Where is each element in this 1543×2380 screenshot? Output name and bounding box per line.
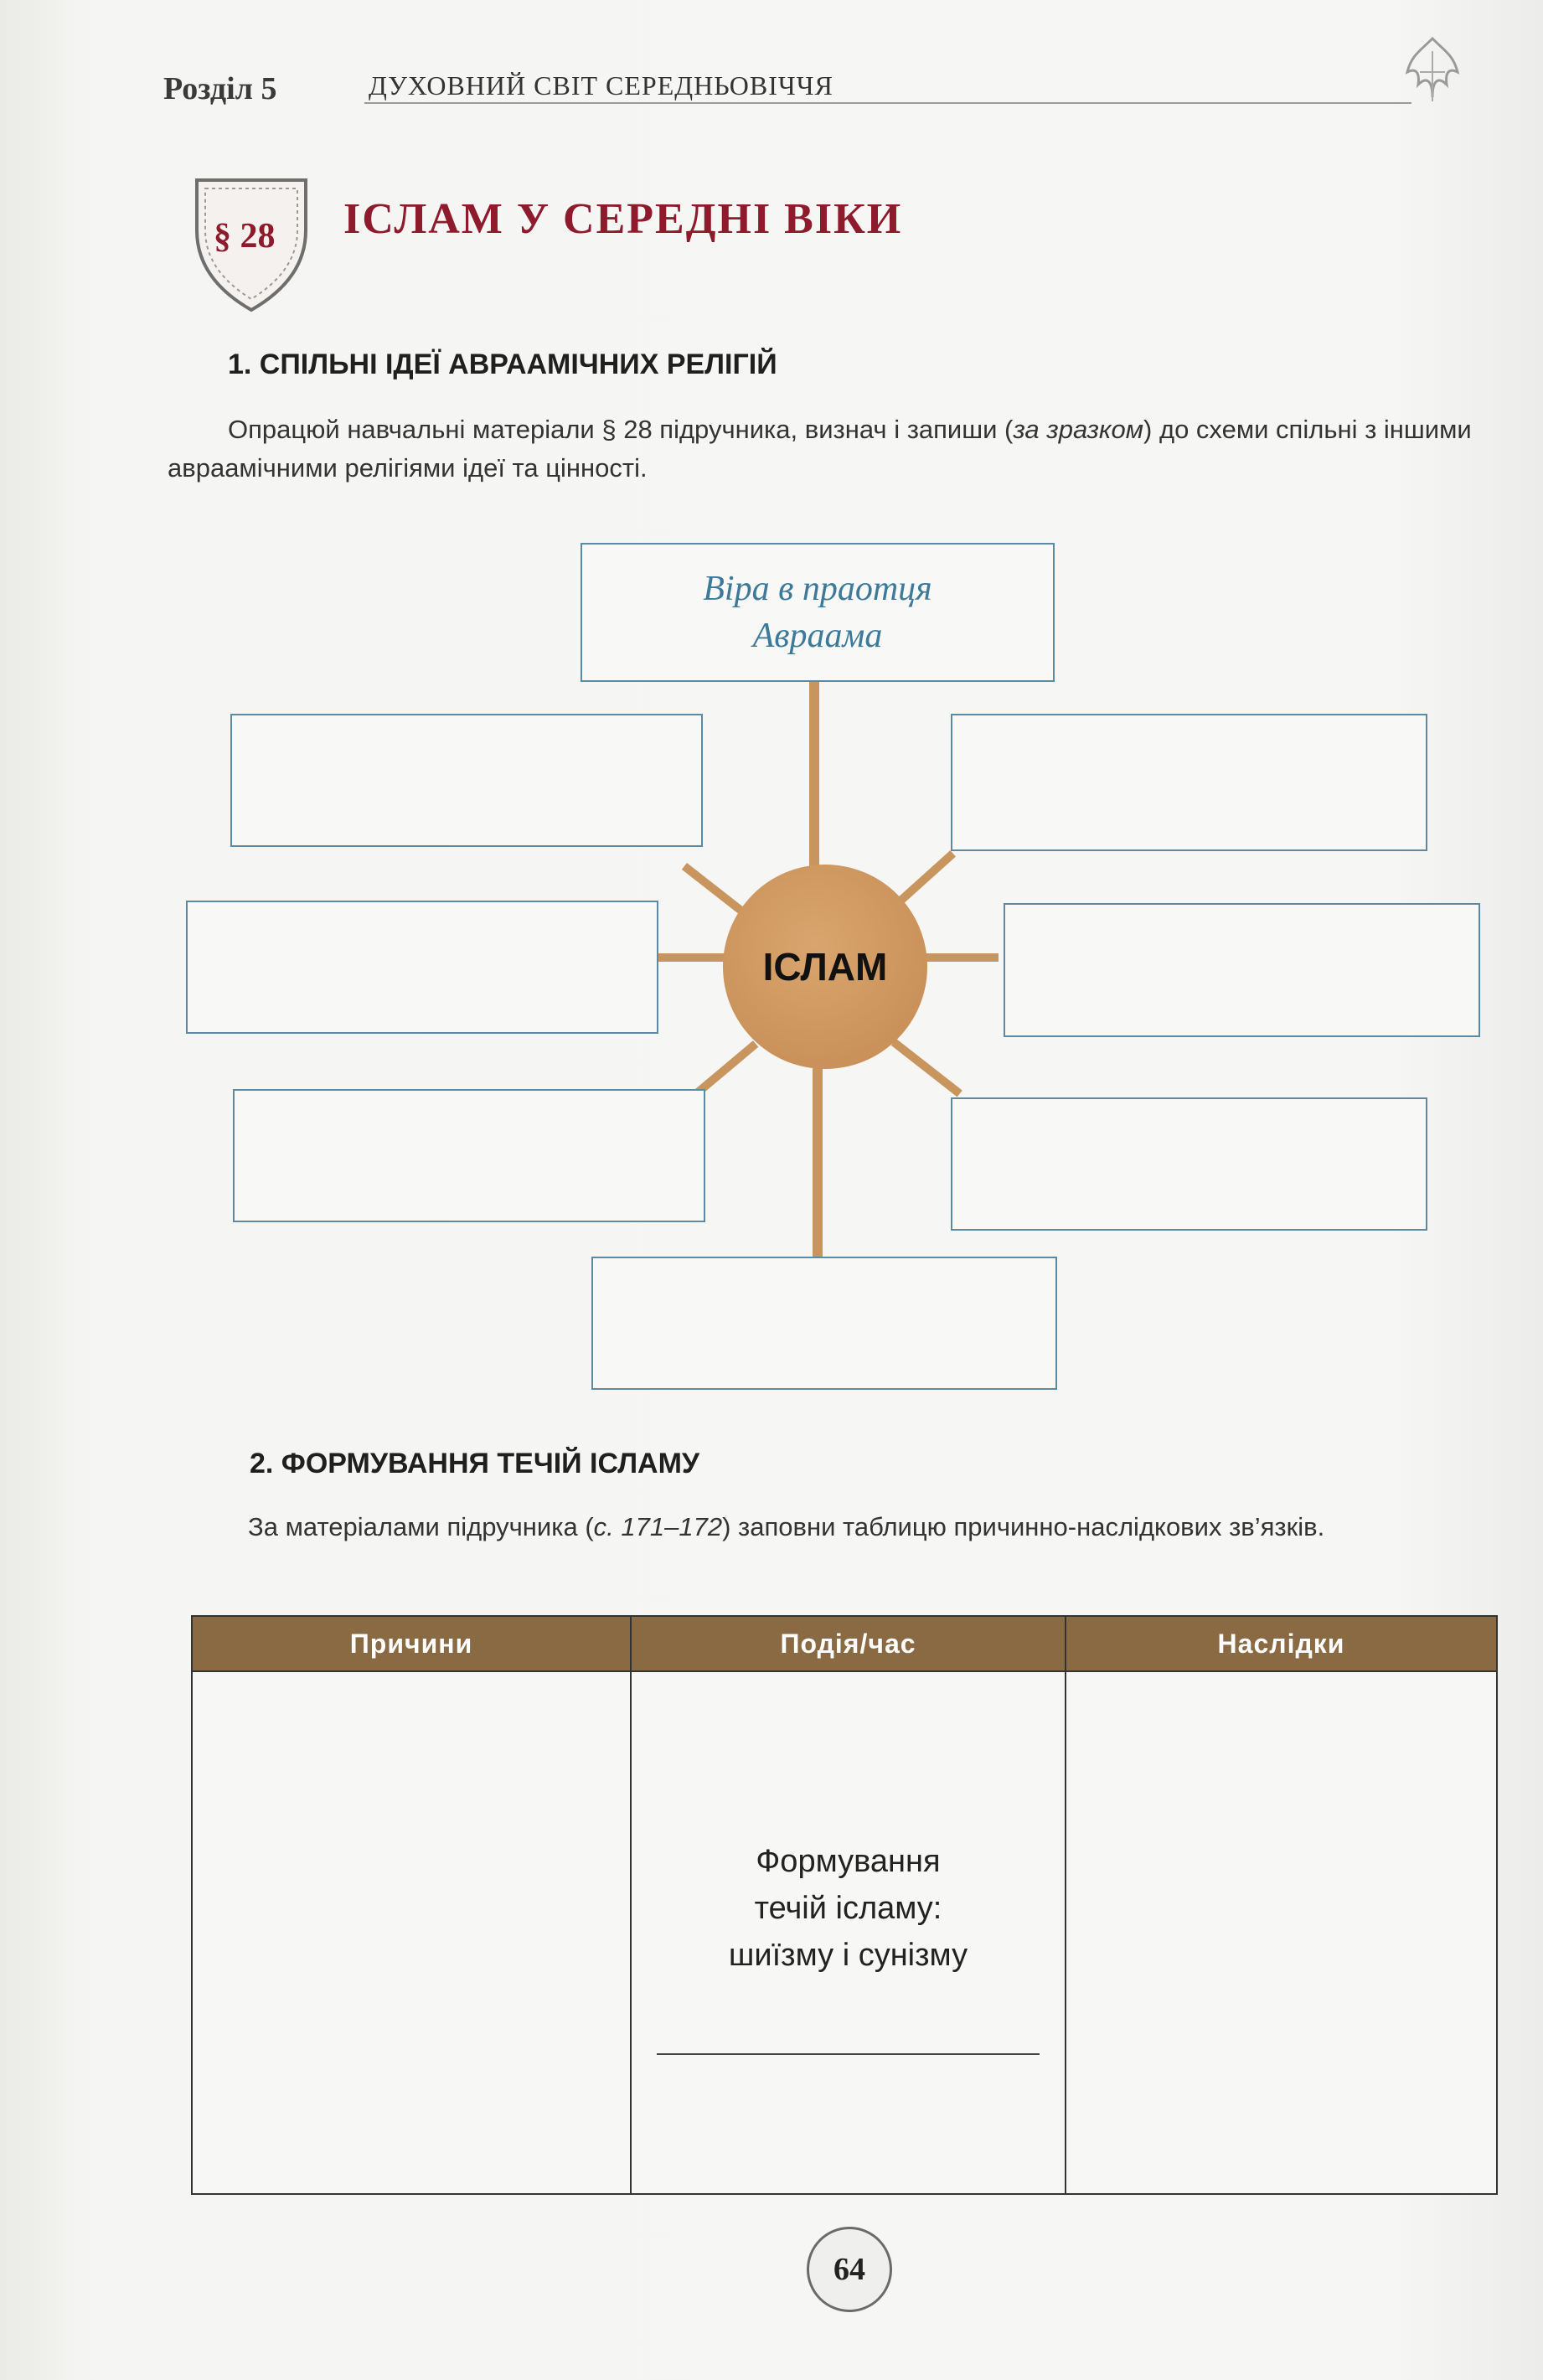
header-consequences: Наслідки [1066,1616,1497,1671]
header-causes: Причини [192,1616,631,1671]
chapter-title: ДУХОВНИЙ СВІТ СЕРЕДНЬОВІЧЧЯ [369,70,833,101]
consequences-cell[interactable] [1066,1671,1497,2194]
diagram-box-bottom[interactable] [591,1257,1057,1390]
task2-text-start: За матеріалами підручника ( [248,1512,594,1541]
header-event: Подія/час [631,1616,1066,1671]
task2-text-italic: с. 171–172 [593,1512,723,1541]
section-label: Розділ 5 [163,71,277,106]
task2-heading: 2. ФОРМУВАННЯ ТЕЧІЙ ІСЛАМУ [250,1448,700,1479]
task1-text-italic: за зразком [1013,415,1144,444]
diagram-ray-lower-right [891,1039,962,1097]
event-line-1: Формування [756,1844,941,1879]
diagram-ray-lower-left [695,1040,758,1096]
diagram-sample-box [581,543,1055,682]
ornament-icon [1395,30,1470,114]
diagram-center-islam: ІСЛАМ [723,865,927,1069]
diagram-box-left[interactable] [186,901,658,1034]
task1-heading: 1. СПІЛЬНІ ІДЕЇ АВРААМІЧНИХ РЕЛІГІЙ [228,348,777,380]
diagram-ray-top [809,679,819,871]
event-line-2: течій ісламу: [754,1891,942,1926]
diagram-box-upper-right[interactable] [951,714,1427,851]
sample-line-2: Авраама [752,617,883,655]
diagram-box-lower-left[interactable] [233,1089,705,1222]
event-write-line[interactable] [657,2053,1040,2055]
sample-line-1: Віра в праотця [703,570,932,608]
table-header-row [192,1616,1497,1671]
event-line-3: шиїзму і сунізму [728,1938,968,1973]
task1-instructions [168,410,1491,488]
task1-text-end: ) до схеми спільні з іншими авраамічними релігіями ідеї та цінності. [168,415,1472,483]
causes-cell[interactable] [192,1671,631,2194]
diagram-ray-bottom [813,1064,823,1261]
lesson-title: ІСЛАМ У СЕРЕДНІ ВІКИ [343,195,903,243]
table-row [192,1671,1497,2194]
diagram-box-right[interactable] [1004,903,1480,1037]
causal-table [191,1615,1498,2195]
diagram-box-upper-left[interactable] [230,714,703,847]
event-text [632,1838,1065,1979]
event-cell[interactable] [631,1671,1066,2194]
task2-text-end: ) заповни таблицю причинно-наслідкових зв’язків. [722,1512,1325,1541]
diagram-box-lower-right[interactable] [951,1097,1427,1231]
task2-instructions [191,1508,1498,1546]
task1-text-start: Опрацюй навчальні матеріали § 28 підручника, визнач і запиши ( [228,415,1014,444]
page-number: 64 [807,2227,892,2312]
paragraph-number: § 28 [214,217,276,256]
diagram-ray-left [653,953,729,962]
header-rule [364,102,1411,104]
diagram-ray-right [921,953,999,962]
page-header [163,59,1470,109]
